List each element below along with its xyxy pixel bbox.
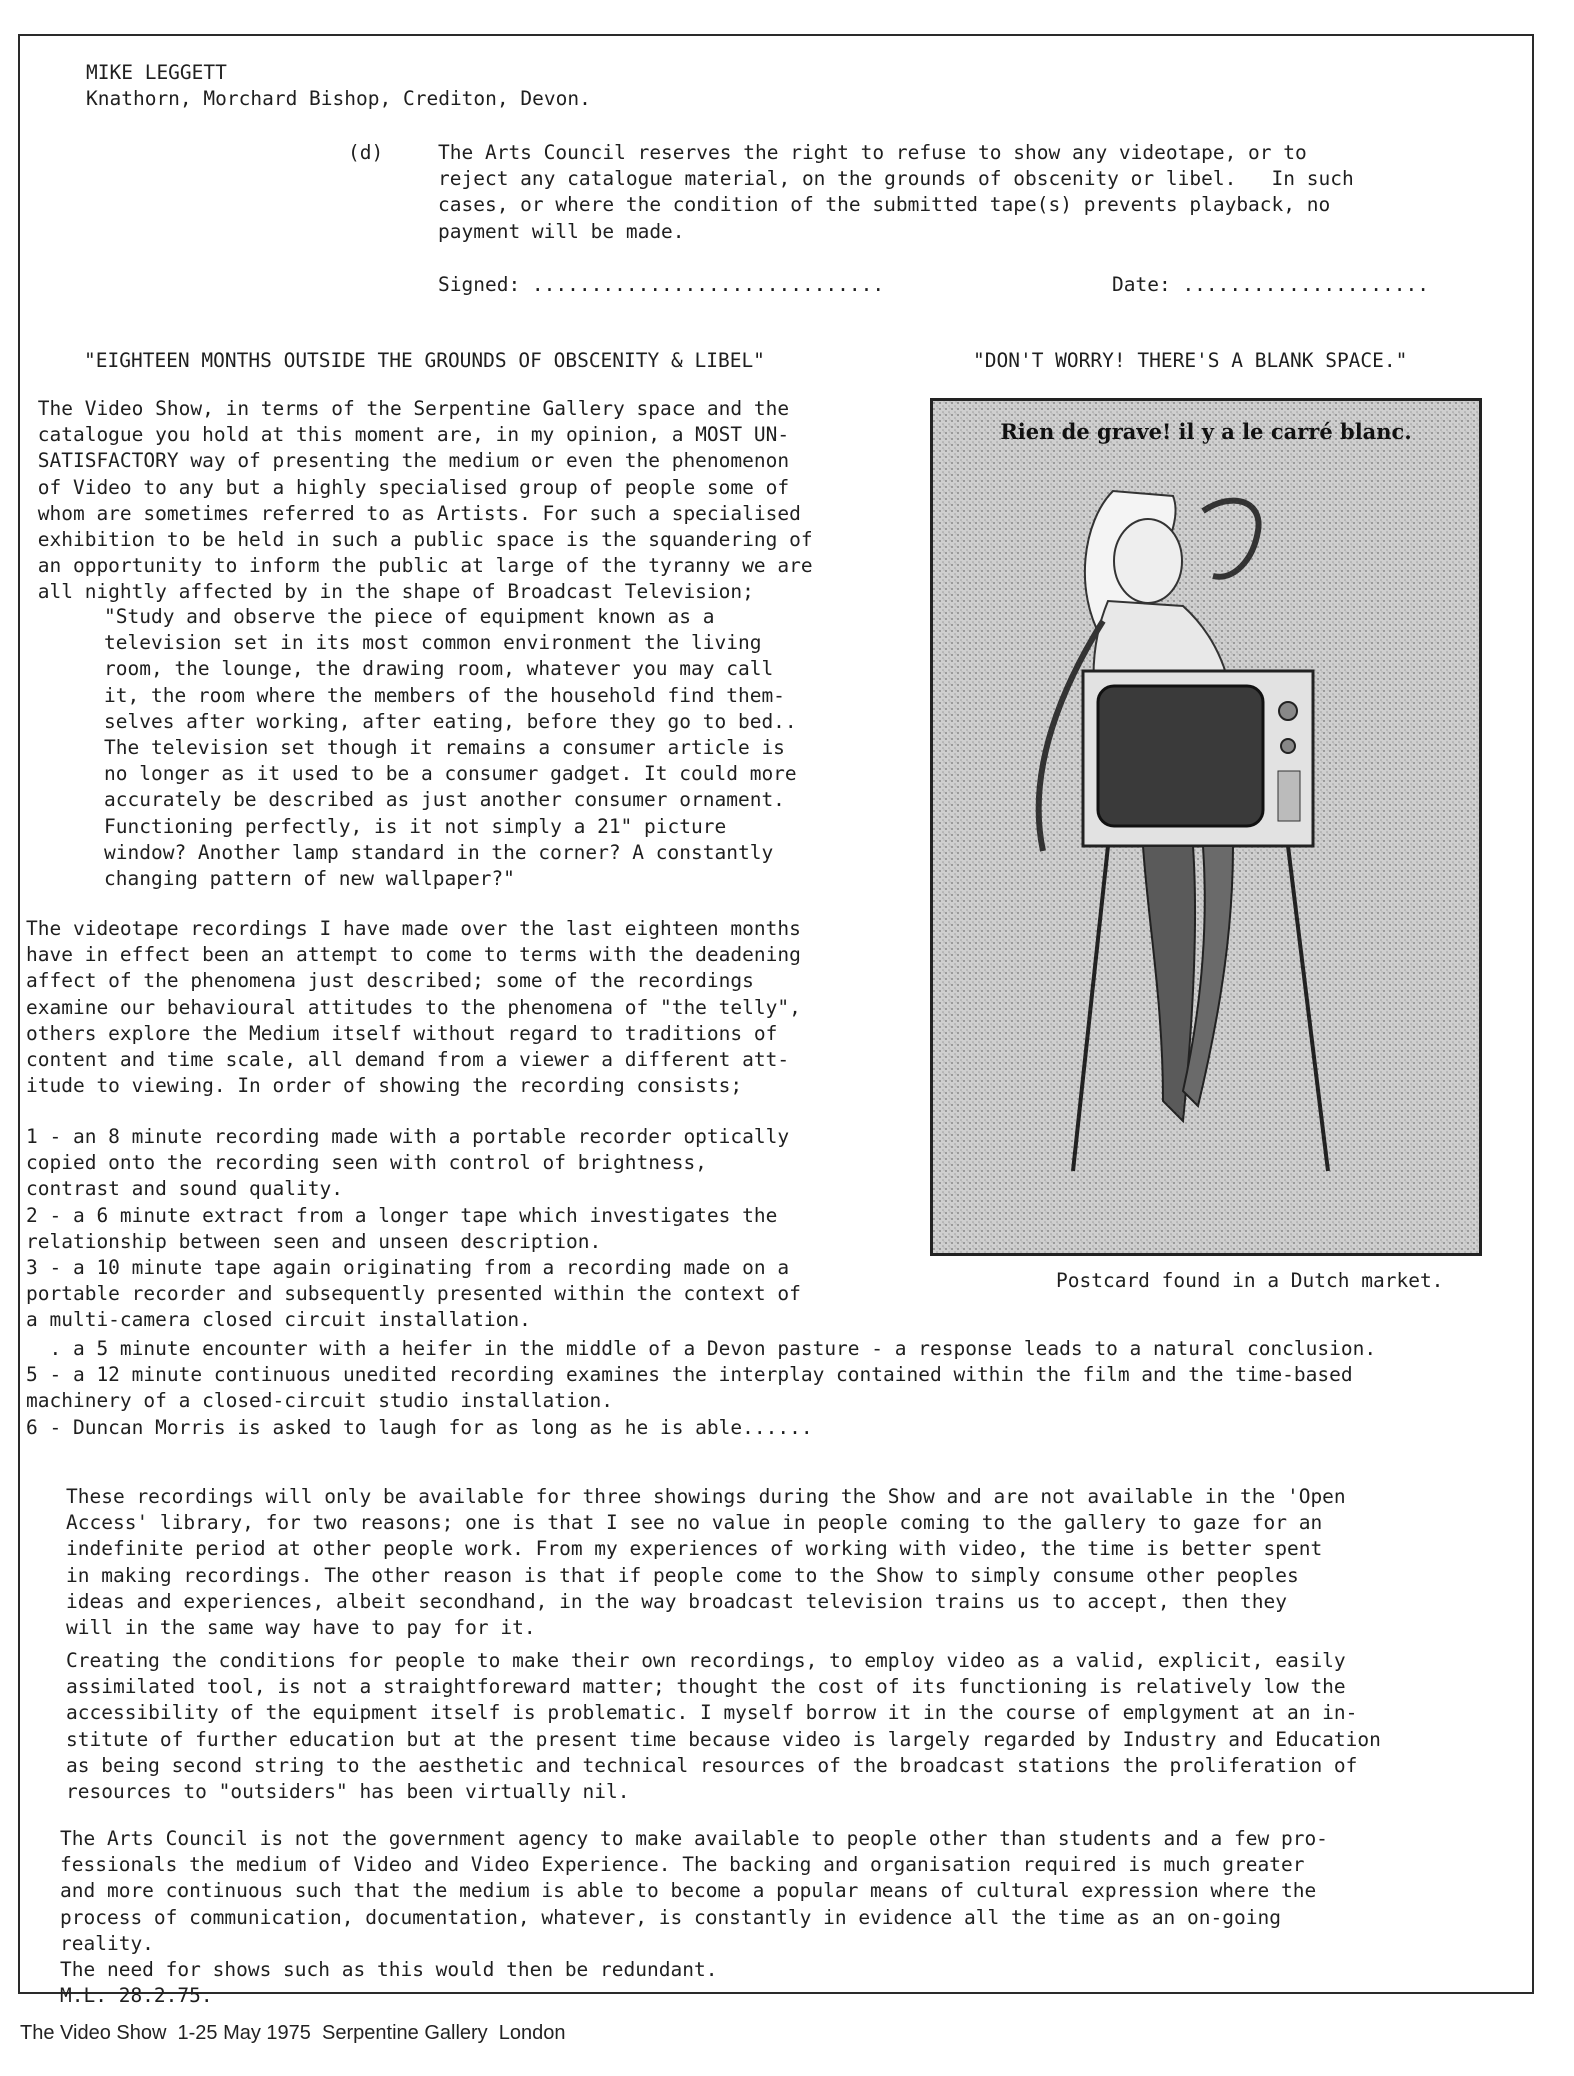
postcard-heading: "DON'T WORRY! THERE'S A BLANK SPACE." (973, 349, 1408, 372)
clause-text: The Arts Council reserves the right to refuse to show any videotape, or to reject any catalogue material, on the grounds of obscenity or libel. In such cases, or where the condition of the submitted tape(s) prevents playback, no payment will be made. (438, 141, 1354, 243)
clause-label: (d) (348, 141, 384, 164)
postcard-caption: Rien de grave! il y a le carré blanc. (1000, 419, 1412, 444)
footer-credit: The Video Show 1-25 May 1975 Serpentine Gallery London (20, 2022, 566, 2044)
block-quote: "Study and observe the piece of equipment known as a television set in its most common environment the living room, the lounge, the drawing room, whatever you may call it, the room where the members of the household find them- selves after working, after eating, before they go to bed.. The television set though it remains a consumer article is no longer as it used to be a consumer gadget. It could more accurately be described as just another consumer ornament. Functioning perfectly, is it not simply a 21" picture window? Another lamp standard in the corner? A constantly changing pattern of new wallpaper?" (104, 605, 797, 891)
essay-heading: "EIGHTEEN MONTHS OUTSIDE THE GROUNDS OF OBSCENITY & LIBEL" (84, 349, 765, 372)
postcard-illustration (933, 401, 1479, 1253)
signature-line: Signed: .............................. (438, 273, 885, 296)
list-item: 5 - a 12 minute continuous unedited recording examines the interplay contained within the film and the time-based (26, 1363, 1353, 1387)
list-item: 6 - Duncan Morris is asked to laugh for as long as he is able...... (26, 1415, 813, 1439)
author-initials-date: M.L. 28.2.75. (60, 1984, 213, 2008)
author-name: MIKE LEGGETT (86, 61, 227, 84)
author-address: Knathorn, Morchard Bishop, Crediton, Devon. (86, 87, 591, 111)
intro-paragraph: The Video Show, in terms of the Serpentine Gallery space and the catalogue you hold at this moment are, in my opinion, a MOST UN- SATISFACTORY way of presenting the medium or even the phenomenon of Video to any but a highly specialised group of people some of whom are sometimes referred to as Artists. For such a specialised exhibition to be held in such a public space is the squandering of an opportunity to inform the public at large of the tyranny we are all nightly affected by in the shape of Broadcast Television; (26, 397, 813, 604)
arts-council-paragraph: The Arts Council is not the government agency to make available to people other than students and a few pro- fessionals the medium of Video and Video Experience. The backing and organisation required is much greater and more continuous such that the medium is able to become a popular means of cultural expression where the process of communication, documentation, whatever, is constantly in evidence all the time as an on-going reality. The need for shows such as this would then be redundant. M.L. 28.2.75. (60, 1827, 1328, 2008)
author-block (86, 60, 591, 112)
list-item: 3 - a 10 minute tape again originating from a recording made on a (26, 1256, 790, 1280)
recordings-list: 1 - an 8 minute recording made with a portable recorder optically copied onto the recording seen with control of brightness, contrast and sound quality. 2 - a 6 minute extract from a longer tape which investigates the relationship between seen and unseen description. 3 - a 10 minute tape again originating from a recording made on a portable recorder and subsequently presented within the context of a multi-camera closed circuit installation. (26, 1125, 801, 1332)
recordings-list-continued: . a 5 minute encounter with a heifer in the middle of a Devon pasture - a response leads to a natural conclusion. 5 - a 12 minute continuous unedited recording examines the interplay contained within the film and the time-based machinery of a closed-circuit studio installation. 6 - Duncan Morris is asked to laugh for as long as he is able...... (26, 1337, 1377, 1439)
postcard-source-caption: Postcard found in a Dutch market. (1056, 1269, 1444, 1292)
date-line: Date: ..................... (1112, 273, 1429, 296)
conditions-paragraph: Creating the conditions for people to make their own recordings, to employ video as a valid, explicit, easily assimilated tool, is not a straightforeward matter; thought the cost of its functioning is relatively low the accessibility of the equipment itself is problematic. I myself borrow it in the course of emplgyment at an in- stitute of further education but at the present time because video is largely regarded by Industry and Education as being second string to the aesthetic and technical resources of the broadcast stations the proliferation of resources to "outsiders" has been virtually nil. (66, 1649, 1381, 1804)
availability-paragraph: These recordings will only be available for three showings during the Show and are not available in the 'Open Access' library, for two reasons; one is that I see no value in people coming to the gallery to gaze for an indefinite period at other people work. From my experiences of working with video, the time is better spent in making recordings. The other reason is that if people come to the Show to simply consume other peoples ideas and experiences, albeit secondhand, in the way broadcast television trains us to accept, then they will in the same way have to pay for it. (66, 1485, 1346, 1640)
list-item: 2 - a 6 minute extract from a longer tape which investigates the (26, 1203, 778, 1227)
postcard-image (930, 398, 1482, 1256)
list-item: 1 - an 8 minute recording made with a portable recorder optically (26, 1125, 790, 1148)
body-paragraph: The videotape recordings I have made over the last eighteen months have in effect been an attempt to come to terms with the deadening affect of the phenomena just described; some of the recordings examine our behavioural attitudes to the phenomena of "the telly", others explore the Medium itself without regard to traditions of content and time scale, all demand from a viewer a different att- itude to viewing. In order of showing the recording consists; (26, 917, 801, 1098)
list-item: . a 5 minute encounter with a heifer in the middle of a Devon pasture - a response leads to a natural conclusion. (26, 1337, 1377, 1360)
